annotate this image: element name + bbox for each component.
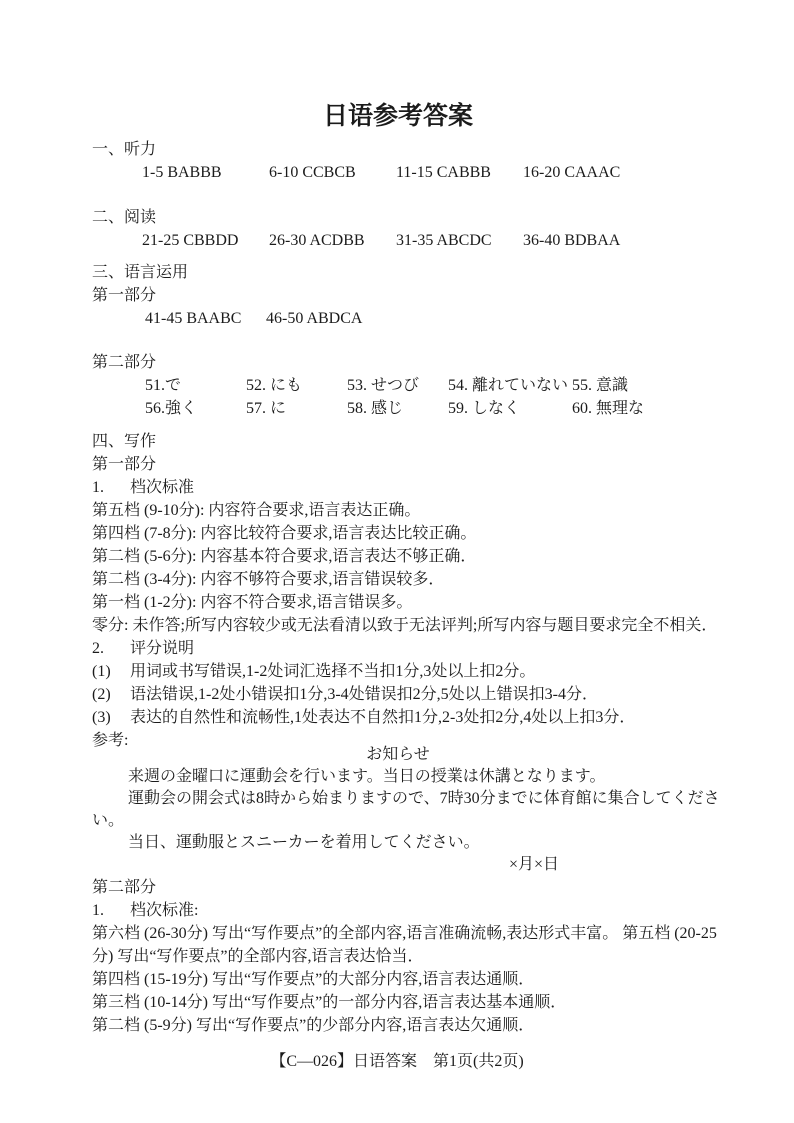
- scoring-text: 用词或书写错误,1-2处词汇选择不当扣1分,3处以上扣2分。: [130, 663, 536, 680]
- writing-part2-heading: 第二部分: [92, 879, 157, 896]
- listening-answers-row: [142, 161, 704, 184]
- answer-cell: 56.強く: [145, 400, 198, 417]
- grade-level-line: 第四档 (15-19分) 写出“写作要点”的大部分内容,语言表达通顺．: [92, 971, 535, 988]
- grade-level-line: 第二档 (5-6分): 内容基本符合要求,语言表达不够正确．: [92, 548, 477, 565]
- spacer: [92, 330, 704, 351]
- language-part2-row1: [145, 374, 704, 397]
- item-title: 档次标准:: [130, 902, 199, 919]
- spacer: [92, 184, 704, 206]
- answer-cell: 21-25 CBBDD: [142, 232, 239, 249]
- spacer: [92, 420, 704, 430]
- writing-part1-criteria-heading: [92, 476, 704, 499]
- page-footer: 【C—026】日语答案 第1页(共2页): [270, 1053, 524, 1070]
- page-title: 日语参考答案: [322, 103, 473, 130]
- answer-cell: 6-10 CCBCB: [269, 164, 356, 181]
- item-title: 评分说明: [130, 640, 195, 657]
- writing-part1-scoring-heading: [92, 637, 704, 660]
- scoring-text: 语法错误,1-2处小错误扣1分,3-4处错误扣2分,5处以上错误扣3-4分．: [130, 686, 598, 703]
- grade-level-line: 第六档 (26-30分) 写出“写作要点”的全部内容,语言准确流畅,表达形式丰富。 第五档 (20-25: [92, 925, 717, 942]
- notice-line: 来週の金曜口に運動会を行います。当日の授業は休講となります。: [128, 768, 606, 785]
- answer-cell: 16-20 CAAAC: [523, 164, 621, 181]
- spacer: [92, 252, 704, 261]
- item-number: 2.: [92, 640, 104, 657]
- section-writing-heading: 四、写作: [92, 433, 157, 450]
- answer-cell: 59. しなく: [448, 400, 521, 417]
- item-number: 1.: [92, 479, 104, 496]
- grade-level-line: 第一档 (1-2分): 内容不符合要求,语言错误多。: [92, 594, 413, 611]
- scoring-item: [92, 683, 704, 706]
- answer-cell: 26-30 ACDBB: [269, 232, 365, 249]
- answer-cell: 51.で: [145, 377, 182, 394]
- grade-level-line: 第二档 (5-9分) 写出“写作要点”的少部分内容,语言表达欠通顺．: [92, 1017, 535, 1034]
- section-language-heading: 三、语言运用: [92, 264, 189, 281]
- answer-cell: 36-40 BDBAA: [523, 232, 621, 249]
- language-part1-heading: 第一部分: [92, 287, 157, 304]
- notice-line: 当日、運動服とスニーカーを着用してください。: [128, 834, 480, 851]
- grade-level-line: 零分: 未作答;所写内容较少或无法看清以致于无法评判;所写内容与题目要求完全不相关．: [92, 617, 718, 634]
- answer-cell: 57. に: [246, 400, 287, 417]
- document-content: [92, 100, 720, 1037]
- answer-cell: 58. 感じ: [347, 400, 404, 417]
- grade-level-line: 第五档 (9-10分): 内容符合要求,语言表达正确。: [92, 502, 421, 519]
- section-reading-heading: 二、阅读: [92, 209, 157, 226]
- writing-part2-criteria-heading: [92, 899, 704, 922]
- notice-date: ×月×日: [509, 856, 560, 873]
- language-part1-answers-row: [145, 307, 704, 330]
- answer-cell: 52. にも: [246, 377, 303, 394]
- item-number: (1): [92, 663, 111, 680]
- grade-level-line: 第二档 (3-4分): 内容不够符合要求,语言错误较多．: [92, 571, 445, 588]
- item-number: (2): [92, 686, 111, 703]
- answer-cell: 11-15 CABBB: [396, 164, 491, 181]
- answer-cell: 1-5 BABBB: [142, 164, 222, 181]
- notice-line: い。: [92, 812, 125, 829]
- answer-cell: 55. 意識: [572, 377, 629, 394]
- reading-answers-row: [142, 229, 704, 252]
- language-part2-heading: 第二部分: [92, 354, 157, 371]
- notice-title: お知らせ: [366, 746, 430, 763]
- answer-cell: 31-35 ABCDC: [396, 232, 492, 249]
- notice-line: 運動会の開会式は8時から始まりますので、7時30分までに体育館に集合してくださ: [128, 790, 720, 807]
- item-number: 1.: [92, 902, 104, 919]
- scoring-item: [92, 706, 704, 729]
- answer-cell: 46-50 ABDCA: [266, 310, 363, 327]
- item-title: 档次标准: [130, 479, 195, 496]
- grade-level-line: 分) 写出“写作要点”的全部内容,语言表达恰当．: [92, 948, 424, 965]
- answer-cell: 41-45 BAABC: [145, 310, 242, 327]
- answer-cell: 53. せつび: [347, 377, 420, 394]
- writing-part1-heading: 第一部分: [92, 456, 157, 473]
- item-number: (3): [92, 709, 111, 726]
- reference-label: 参考:: [92, 732, 129, 749]
- language-part2-row2: [145, 397, 704, 420]
- scoring-item: [92, 660, 704, 683]
- grade-level-line: 第四档 (7-8分): 内容比较符合要求,语言表达比较正确。: [92, 525, 477, 542]
- answer-cell: 60. 無理な: [572, 400, 645, 417]
- grade-level-line: 第三档 (10-14分) 写出“写作要点”的一部分内容,语言表达基本通顺．: [92, 994, 567, 1011]
- section-listening-heading: 一、听力: [92, 141, 157, 158]
- answer-cell: 54. 離れていない: [448, 377, 569, 394]
- scoring-text: 表达的自然性和流畅性,1处表达不自然扣1分,2-3处扣2分,4处以上扣3分．: [130, 709, 636, 726]
